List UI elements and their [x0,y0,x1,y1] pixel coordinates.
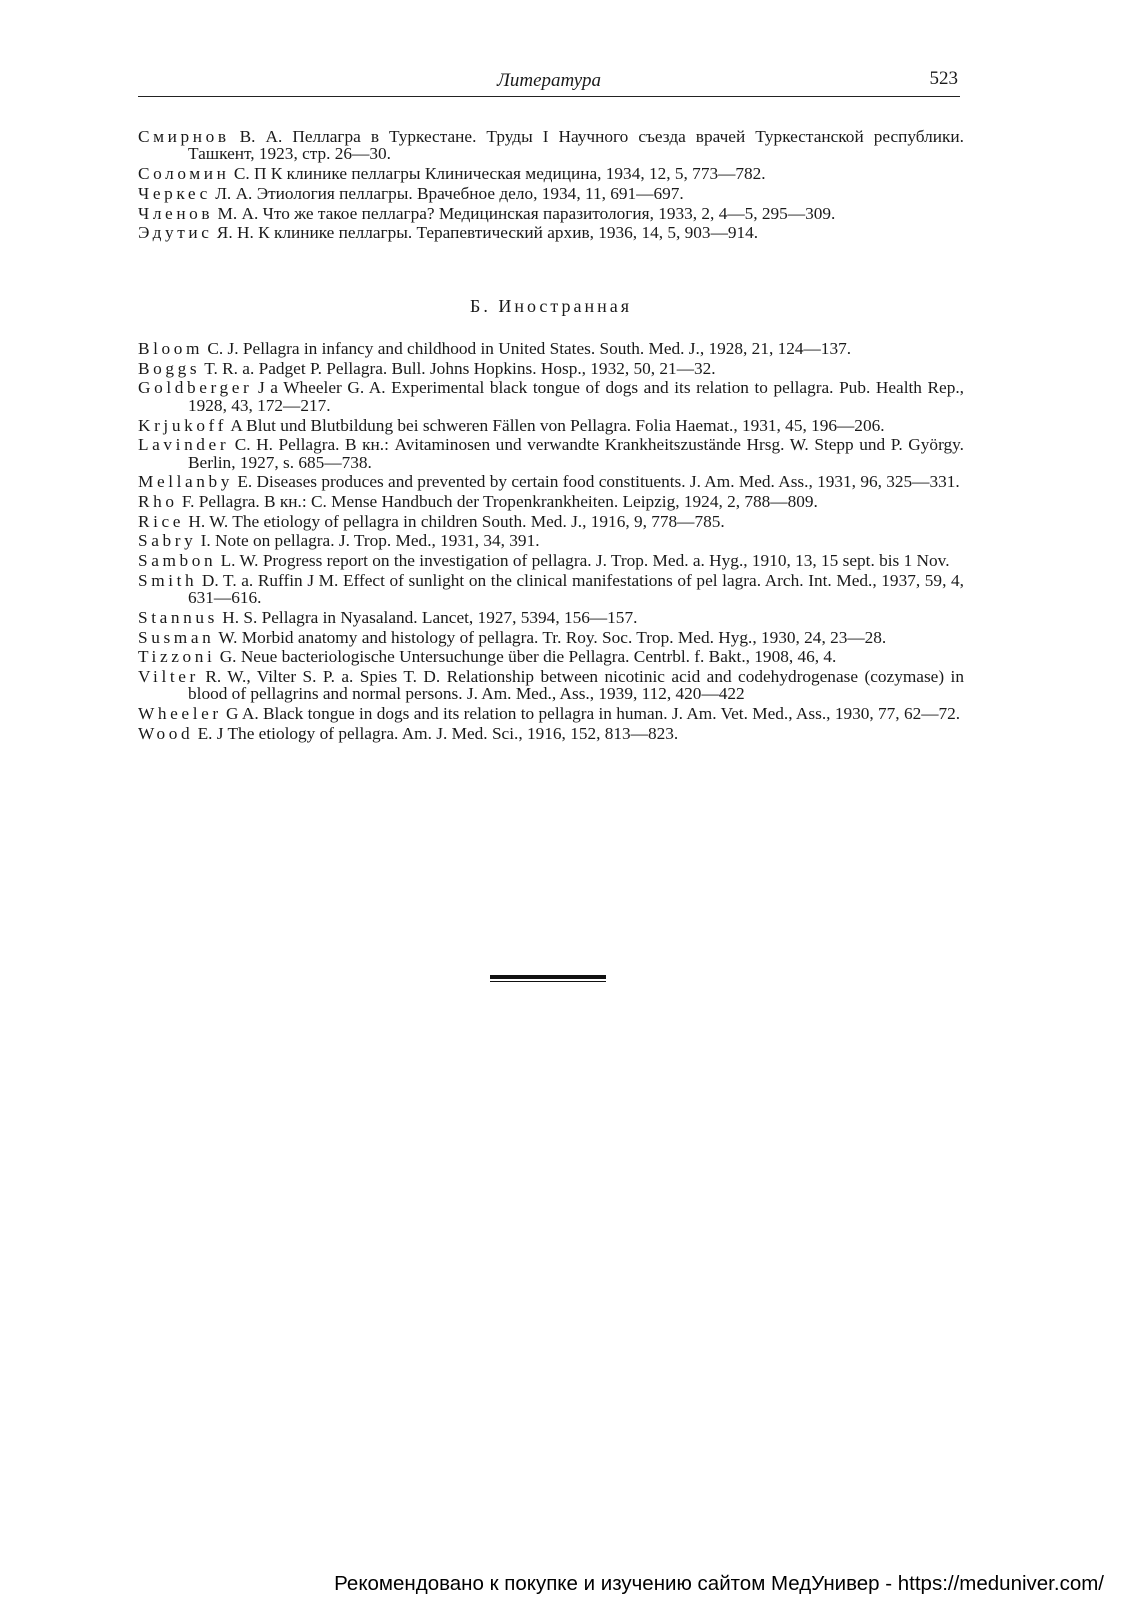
end-rule-divider [490,975,606,982]
reference-text: E. Diseases produces and prevented by certain food constituents. J. Am. Med. Ass., 1931, 96, 325—331. [233,472,960,492]
reference-entry [138,417,964,434]
reference-entry [138,340,964,357]
reference-entry [138,668,964,703]
reference-text: J a Wheeler G. A. Experimental black tongue of dogs and its relation to pellagra. Pub. Health Rep., 1928, 43, 172—217. [188,378,964,415]
reference-text: F. Pellagra. В кн.: C. Mense Handbuch der Tropenkrankheiten. Leipzig, 1924, 2, 788—809. [177,492,818,512]
reference-author: Rice [138,511,185,531]
reference-text: Я. Н. К клинике пеллагры. Терапевтический архив, 1936, 14, 5, 903—914. [212,223,759,243]
reference-text: A Blut und Blutbildung bei schweren Fällen von Pellagra. Folia Haemat., 1931, 45, 196—206. [226,415,885,435]
reference-author: Susman [138,627,215,647]
reference-text: H. S. Pellagra in Nyasaland. Lancet, 1927, 5394, 156—157. [217,607,638,627]
reference-text: L. W. Progress report on the investigation of pellagra. J. Trop. Med. a. Hyg., 1910, 13, 15 sept. bis 1 Nov. [216,551,950,571]
reference-entry [138,572,964,607]
reference-text: H. W. The etiology of pellagra in children South. Med. J., 1916, 9, 778—785. [184,511,725,531]
reference-entry [138,205,964,222]
reference-text: С. П К клинике пеллагры Клиническая медицина, 1934, 12, 5, 773—782. [229,164,766,184]
reference-author: Черкес [138,183,211,203]
reference-author: Wheeler [138,704,222,724]
reference-author: Bloom [138,339,204,358]
reference-author: Krjukoff [138,415,227,435]
reference-text: В. А. Пеллагра в Туркестане. Труды I Научного съезда врачей Туркестанской республики. Ташкент, 1923, стр. 26—30. [188,127,964,164]
reference-entry [138,360,964,377]
reference-author: Членов [138,203,214,223]
reference-entry [138,128,964,163]
reference-author: Lavinder [138,435,230,455]
end-rule-thin-line [490,981,606,982]
reference-author: Goldberger [138,378,253,398]
reference-text: T. R. a. Padget P. Pellagra. Bull. Johns Hopkins. Hosp., 1932, 50, 21—32. [200,358,716,378]
reference-author: Смирнов [138,127,230,146]
section-heading-foreign: Б. Иностранная [469,296,632,316]
reference-entry [138,224,964,241]
reference-text: E. J The etiology of pellagra. Am. J. Med. Sci., 1916, 152, 813—823. [193,723,679,743]
reference-entry [138,725,964,742]
reference-entry [138,436,964,471]
running-title: Литература [497,70,601,91]
reference-entry [138,609,964,626]
reference-entry [138,185,964,202]
reference-text: C. H. Pellagra. В кн.: Avitaminosen und verwandte Krankheitszustände Hrsg. W. Stepp und P. György. Berlin, 1927, s. 685—738. [188,435,964,472]
page-number: 523 [929,68,958,89]
reference-author: Rho [138,492,178,512]
reference-entry [138,705,964,722]
reference-entry [138,379,964,414]
reference-entry [138,165,964,182]
foreign-reference-list [138,340,964,745]
reference-text: М. А. Что же такое пеллагра? Медицинская паразитология, 1933, 2, 4—5, 295—309. [213,203,836,223]
reference-author: Stannus [138,607,218,627]
reference-author: Sabry [138,531,197,551]
reference-text: Л. А. Этиология пеллагры. Врачебное дело, 1934, 11, 691—697. [210,183,684,203]
reference-text: G A. Black tongue in dogs and its relation to pellagra in human. J. Am. Vet. Med., Ass., 1930, 77, 62—72. [221,704,961,724]
reference-text: R. W., Vilter S. P. a. Spies T. D. Relationship between nicotinic acid and codehydrogenase (cozymase) in blood of pellagrins and normal persons. J. Am. Med., Ass., 1939, 112, 420—422 [188,667,964,704]
reference-entry [138,493,964,510]
reference-text: I. Note on pellagra. J. Trop. Med., 1931, 34, 391. [196,531,540,551]
reference-author: Wood [138,723,194,743]
reference-entry [138,629,964,646]
reference-author: Tizzoni [138,647,216,667]
reference-author: Sambon [138,551,217,571]
reference-author: Vilter [138,667,199,687]
reference-author: Boggs [138,358,201,378]
reference-entry [138,532,964,549]
end-rule-thick-line [490,975,606,979]
reference-text: W. Morbid anatomy and histology of pellagra. Tr. Roy. Soc. Trop. Med. Hyg., 1930, 24, 23—28. [214,627,887,647]
reference-author: Соломин [138,164,230,184]
domestic-reference-list [138,128,964,244]
reference-entry [138,513,964,530]
reference-text: C. J. Pellagra in infancy and childhood in United States. South. Med. J., 1928, 21, 124—137. [203,339,852,358]
reference-entry [138,552,964,569]
reference-author: Smith [138,570,198,590]
reference-entry [138,648,964,665]
reference-author: Эдутис [138,223,213,243]
reference-author: Mellanby [138,472,234,492]
running-header [138,66,960,97]
reference-text: D. T. a. Ruffin J M. Effect of sunlight on the clinical manifestations of pel lagra. Arch. Int. Med., 1937, 59, 4, 631—616. [188,570,964,608]
reference-text: G. Neue bacteriologische Untersuchunge über die Pellagra. Centrbl. f. Bakt., 1908, 46, 4. [215,647,837,667]
reference-entry [138,473,964,490]
footer-recommendation-link[interactable]: Рекомендовано к покупке и изучению сайтом МедУнивер - https://meduniver.com/ [334,1572,1104,1595]
